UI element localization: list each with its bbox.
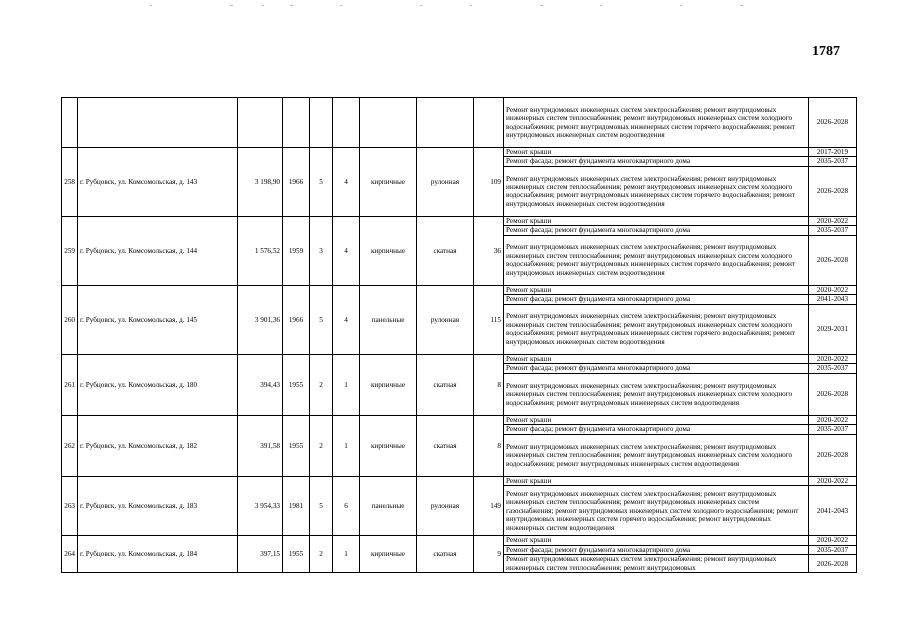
work-description: Ремонт крыши xyxy=(504,354,809,363)
work-period: 2035-2037 xyxy=(809,425,857,434)
house-address: г. Рубцовск, ул. Комсомольская, д. 182 xyxy=(78,415,238,476)
table-body xyxy=(62,98,857,573)
house-number: 262 xyxy=(62,415,78,476)
wall-material: кирпичные xyxy=(360,216,417,285)
roof-type: рулонная xyxy=(417,148,474,217)
work-period: 2026-2028 xyxy=(809,373,857,415)
wall-material: кирпичные xyxy=(360,536,417,573)
table-row xyxy=(62,415,857,424)
work-description: Ремонт фасада; ремонт фундамента многоквартирного дома xyxy=(504,295,809,304)
house-area: 394,43 xyxy=(238,354,283,415)
work-period: 2020-2022 xyxy=(809,216,857,225)
work-description: Ремонт внутридомовых инженерных систем электроснабжения; ремонт внутридомовых инженерных систем теплоснабжения; ремонт внутридомовых инженерных систем газоснабжения; ремонт внутридомовых инженерных систем холодного водоснабжения; ремонт внутридомовых инженерных систем горячего водоснабжения; ремонт внутридомовых инженерных систем водоотведения xyxy=(504,486,809,536)
work-period: 2029-2031 xyxy=(809,304,857,354)
wall-material: кирпичные xyxy=(360,415,417,476)
table-row xyxy=(62,476,857,485)
work-period: 2026-2028 xyxy=(809,98,857,148)
house-number: 263 xyxy=(62,476,78,535)
house-entrances: 6 xyxy=(333,476,360,535)
wall-material: панельные xyxy=(360,476,417,535)
roof-type: скатная xyxy=(417,216,474,285)
house-year xyxy=(283,98,310,148)
house-year: 1981 xyxy=(283,476,310,535)
apartment-count: 115 xyxy=(474,285,504,354)
house-area: 3 954,33 xyxy=(238,476,283,535)
apartment-count: 149 xyxy=(474,476,504,535)
roof-type: рулонная xyxy=(417,285,474,354)
work-description: Ремонт фасада; ремонт фундамента многоквартирного дома xyxy=(504,364,809,373)
table-row xyxy=(62,216,857,225)
work-description: Ремонт внутридомовых инженерных систем электроснабжения; ремонт внутридомовых инженерных систем теплоснабжения; ремонт внутридомовых инженерных систем холодного водоснабжения; ремонт внутридомовых инженерных систем горячего водоснабжения; ремонт внутридомовых инженерных систем водоотведения xyxy=(504,235,809,285)
house-floors: 2 xyxy=(310,354,333,415)
wall-material: панельные xyxy=(360,285,417,354)
registry-sheet xyxy=(61,97,857,573)
work-period: 2020-2022 xyxy=(809,415,857,424)
work-period: 2035-2037 xyxy=(809,545,857,554)
work-description: Ремонт внутридомовых инженерных систем электроснабжения; ремонт внутридомовых инженерных систем теплоснабжения; ремонт внутридомовых инженерных систем холодного водоснабжения; ремонт внутридомовых инженерных систем водоотведения xyxy=(504,373,809,415)
wall-material: кирпичные xyxy=(360,354,417,415)
house-address xyxy=(78,98,238,148)
house-entrances: 1 xyxy=(333,415,360,476)
house-area: 391,58 xyxy=(238,415,283,476)
work-period: 2041-2043 xyxy=(809,295,857,304)
house-area: 3 198,90 xyxy=(238,148,283,217)
house-address: г. Рубцовск, ул. Комсомольская, д. 144 xyxy=(78,216,238,285)
house-entrances xyxy=(333,98,360,148)
house-floors: 5 xyxy=(310,285,333,354)
house-address: г. Рубцовск, ул. Комсомольская, д. 183 xyxy=(78,476,238,535)
work-description: Ремонт внутридомовых инженерных систем электроснабжения; ремонт внутридомовых инженерных систем теплоснабжения; ремонт внутридомовых инженерных систем холодного водоснабжения; ремонт внутридомовых инженерных систем горячего водоснабжения; ремонт внутридомовых инженерных систем водоотведения xyxy=(504,98,809,148)
house-floors: 2 xyxy=(310,536,333,573)
house-address: г. Рубцовск, ул. Комсомольская, д. 145 xyxy=(78,285,238,354)
work-period: 2035-2037 xyxy=(809,157,857,166)
housing-repair-table xyxy=(61,97,857,573)
work-period: 2026-2028 xyxy=(809,235,857,285)
house-entrances: 1 xyxy=(333,354,360,415)
work-period: 2020-2022 xyxy=(809,285,857,294)
house-area xyxy=(238,98,283,148)
house-number: 258 xyxy=(62,148,78,217)
work-description: Ремонт крыши xyxy=(504,285,809,294)
work-period: 2026-2028 xyxy=(809,555,857,573)
house-entrances: 4 xyxy=(333,216,360,285)
work-description: Ремонт внутридомовых инженерных систем электроснабжения; ремонт внутридомовых инженерных систем теплоснабжения; ремонт внутридомовых инженерных систем холодного водоснабжения; ремонт внутридомовых инженерных систем водоотведения xyxy=(504,434,809,476)
work-description: Ремонт фасада; ремонт фундамента многоквартирного дома xyxy=(504,545,809,554)
work-period: 2017-2019 xyxy=(809,148,857,157)
house-year: 1959 xyxy=(283,216,310,285)
scan-edge-marks xyxy=(0,0,905,12)
work-description: Ремонт внутридомовых инженерных систем электроснабжения; ремонт внутридомовых инженерных систем теплоснабжения; ремонт внутридомовых xyxy=(504,555,809,573)
work-description: Ремонт крыши xyxy=(504,216,809,225)
roof-type: скатная xyxy=(417,536,474,573)
work-period: 2026-2028 xyxy=(809,166,857,216)
house-floors: 2 xyxy=(310,415,333,476)
house-year: 1955 xyxy=(283,354,310,415)
work-description: Ремонт внутридомовых инженерных систем электроснабжения; ремонт внутридомовых инженерных систем теплоснабжения; ремонт внутридомовых инженерных систем холодного водоснабжения; ремонт внутридомовых инженерных систем горячего водоснабжения; ремонт внутридомовых инженерных систем водоотведения xyxy=(504,166,809,216)
house-year: 1955 xyxy=(283,536,310,573)
wall-material: кирпичные xyxy=(360,148,417,217)
work-period: 2041-2043 xyxy=(809,486,857,536)
apartment-count xyxy=(474,98,504,148)
work-period: 2035-2037 xyxy=(809,364,857,373)
work-description: Ремонт крыши xyxy=(504,476,809,485)
roof-type: рулонная xyxy=(417,476,474,535)
work-description: Ремонт крыши xyxy=(504,148,809,157)
work-period: 2020-2022 xyxy=(809,354,857,363)
roof-type: скатная xyxy=(417,354,474,415)
apartment-count: 8 xyxy=(474,415,504,476)
work-period: 2026-2028 xyxy=(809,434,857,476)
apartment-count: 36 xyxy=(474,216,504,285)
work-description: Ремонт фасада; ремонт фундамента многоквартирного дома xyxy=(504,157,809,166)
house-entrances: 4 xyxy=(333,148,360,217)
apartment-count: 9 xyxy=(474,536,504,573)
table-row xyxy=(62,148,857,157)
work-period: 2035-2037 xyxy=(809,226,857,235)
house-number: 264 xyxy=(62,536,78,573)
house-number: 259 xyxy=(62,216,78,285)
house-entrances: 1 xyxy=(333,536,360,573)
apartment-count: 8 xyxy=(474,354,504,415)
roof-type: скатная xyxy=(417,415,474,476)
roof-type xyxy=(417,98,474,148)
work-description: Ремонт крыши xyxy=(504,536,809,545)
house-number: 260 xyxy=(62,285,78,354)
house-area: 397,15 xyxy=(238,536,283,573)
table-row xyxy=(62,98,857,148)
work-description: Ремонт крыши xyxy=(504,415,809,424)
page-number: 1787 xyxy=(812,44,840,59)
house-year: 1955 xyxy=(283,415,310,476)
apartment-count: 109 xyxy=(474,148,504,217)
work-description: Ремонт фасада; ремонт фундамента многоквартирного дома xyxy=(504,425,809,434)
house-number: 261 xyxy=(62,354,78,415)
table-row xyxy=(62,536,857,545)
house-entrances: 4 xyxy=(333,285,360,354)
work-period: 2020-2022 xyxy=(809,536,857,545)
house-floors: 5 xyxy=(310,148,333,217)
house-area: 1 576,52 xyxy=(238,216,283,285)
table-row xyxy=(62,285,857,294)
wall-material xyxy=(360,98,417,148)
house-address: г. Рубцовск, ул. Комсомольская, д. 143 xyxy=(78,148,238,217)
work-description: Ремонт фасада; ремонт фундамента многоквартирного дома xyxy=(504,226,809,235)
house-address: г. Рубцовск, ул. Комсомольская, д. 184 xyxy=(78,536,238,573)
house-year: 1966 xyxy=(283,148,310,217)
house-floors: 5 xyxy=(310,476,333,535)
house-floors: 3 xyxy=(310,216,333,285)
house-area: 3 901,36 xyxy=(238,285,283,354)
house-year: 1966 xyxy=(283,285,310,354)
house-address: г. Рубцовск, ул. Комсомольская, д. 180 xyxy=(78,354,238,415)
house-number xyxy=(62,98,78,148)
house-floors xyxy=(310,98,333,148)
work-period: 2020-2022 xyxy=(809,476,857,485)
table-row xyxy=(62,354,857,363)
work-description: Ремонт внутридомовых инженерных систем электроснабжения; ремонт внутридомовых инженерных систем теплоснабжения; ремонт внутридомовых инженерных систем холодного водоснабжения; ремонт внутридомовых инженерных систем горячего водоснабжения; ремонт внутридомовых инженерных систем водоотведения xyxy=(504,304,809,354)
